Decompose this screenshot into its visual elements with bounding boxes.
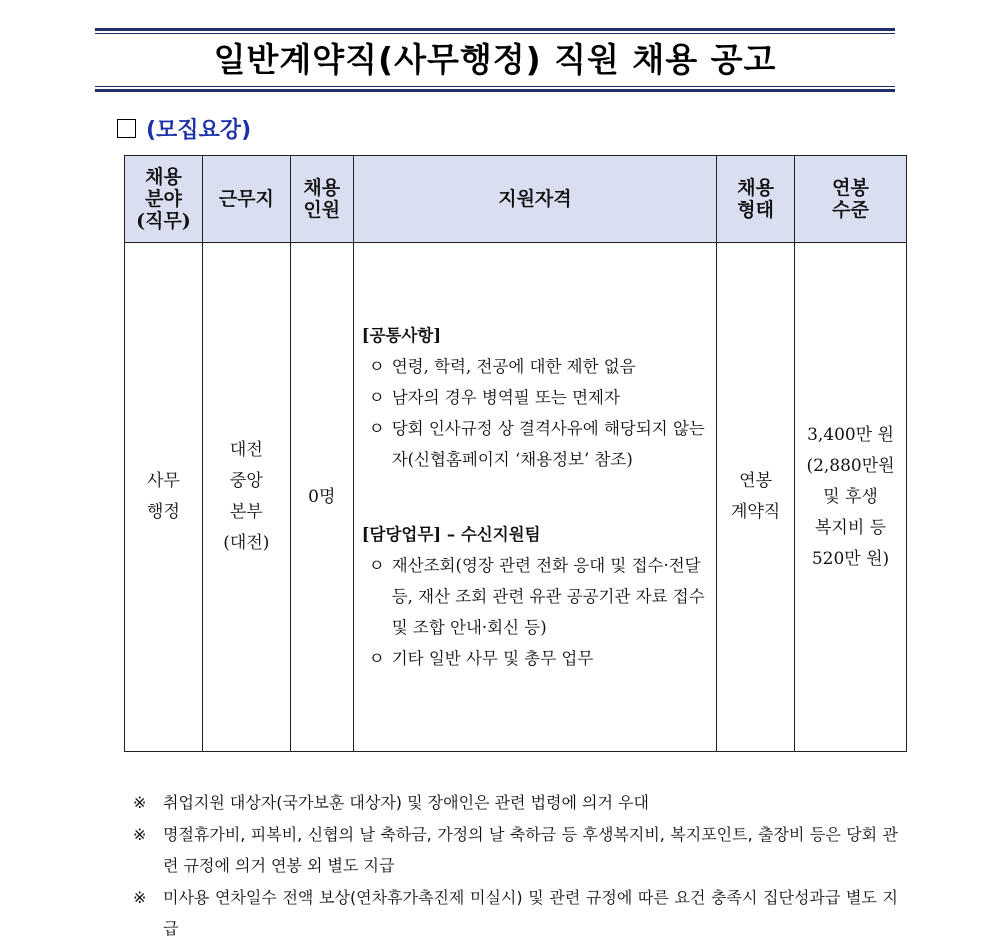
section-label: (모집요강) bbox=[146, 117, 252, 143]
title-rule bbox=[95, 89, 895, 92]
common-title: [공통사항] bbox=[361, 326, 442, 345]
list-item: ㅇ 남자의 경우 병역필 또는 면제자 bbox=[362, 382, 708, 413]
header-count: 채용 인원 bbox=[290, 156, 353, 243]
table-header-row bbox=[125, 156, 907, 243]
note-item: ※ 미사용 연차일수 전액 보상(연차휴가촉진제 미실시) 및 관련 규정에 따른 요건 충족시 집단성과급 별도 지급 bbox=[133, 882, 898, 945]
title-banner bbox=[95, 28, 895, 92]
list-item: ㅇ 기타 일반 사무 및 총무 업무 bbox=[362, 643, 708, 674]
title-rule bbox=[95, 28, 895, 31]
checkbox-square-icon bbox=[117, 119, 136, 138]
notes bbox=[133, 787, 898, 945]
cell-salary: 3,400만 원 (2,880만원 및 후생 복지비 등 520만 원) bbox=[795, 243, 907, 752]
header-field: 채용 분야 (직무) bbox=[125, 156, 203, 243]
bullet-circle-icon: ㅇ bbox=[368, 556, 385, 575]
recruitment-table bbox=[124, 155, 907, 752]
list-item: ㅇ 재산조회(영장 관련 전화 응대 및 접수·전달 등, 재산 조회 관련 유관 공공기관 자료 접수 및 조합 안내·회신 등) bbox=[362, 550, 708, 643]
list-item: ㅇ 당회 인사규정 상 결격사유에 해당되지 않는 자(신협홈페이지 ‘채용정보’ 참조) bbox=[362, 413, 708, 475]
bullet-circle-icon: ㅇ bbox=[368, 649, 385, 668]
bullet-circle-icon: ㅇ bbox=[368, 357, 385, 376]
spacer bbox=[362, 475, 708, 519]
reference-mark-icon: ※ bbox=[133, 793, 147, 812]
header-type: 채용 형태 bbox=[717, 156, 795, 243]
header-location: 근무지 bbox=[202, 156, 290, 243]
title-rule bbox=[95, 33, 895, 34]
bullet-circle-icon: ㅇ bbox=[368, 419, 385, 438]
cell-qualification bbox=[353, 243, 716, 752]
cell-location: 대전 중앙 본부 (대전) bbox=[202, 243, 290, 752]
note-item: ※ 명절휴가비, 피복비, 신협의 날 축하금, 가정의 날 축하금 등 후생복지비, 복지포인트, 출장비 등은 당회 관련 규정에 의거 연봉 외 별도 지급 bbox=[133, 819, 898, 882]
table-row bbox=[125, 243, 907, 752]
header-qualification: 지원자격 bbox=[353, 156, 716, 243]
note-item: ※ 취업지원 대상자(국가보훈 대상자) 및 장애인은 관련 법령에 의거 우대 bbox=[133, 787, 898, 819]
cell-count: 0명 bbox=[290, 243, 353, 752]
bullet-circle-icon: ㅇ bbox=[368, 388, 385, 407]
duty-title: [담당업무] – 수신지원팀 bbox=[361, 525, 541, 544]
reference-mark-icon: ※ bbox=[133, 887, 147, 907]
section-heading bbox=[117, 112, 251, 144]
cell-field: 사무 행정 bbox=[125, 243, 203, 752]
page-title: 일반계약직(사무행정) 직원 채용 공고 bbox=[213, 40, 777, 79]
reference-mark-icon: ※ bbox=[133, 824, 147, 844]
list-item: ㅇ 연령, 학력, 전공에 대한 제한 없음 bbox=[362, 351, 708, 382]
title-rule bbox=[95, 86, 895, 87]
cell-type: 연봉 계약직 bbox=[717, 243, 795, 752]
header-salary: 연봉 수준 bbox=[795, 156, 907, 243]
